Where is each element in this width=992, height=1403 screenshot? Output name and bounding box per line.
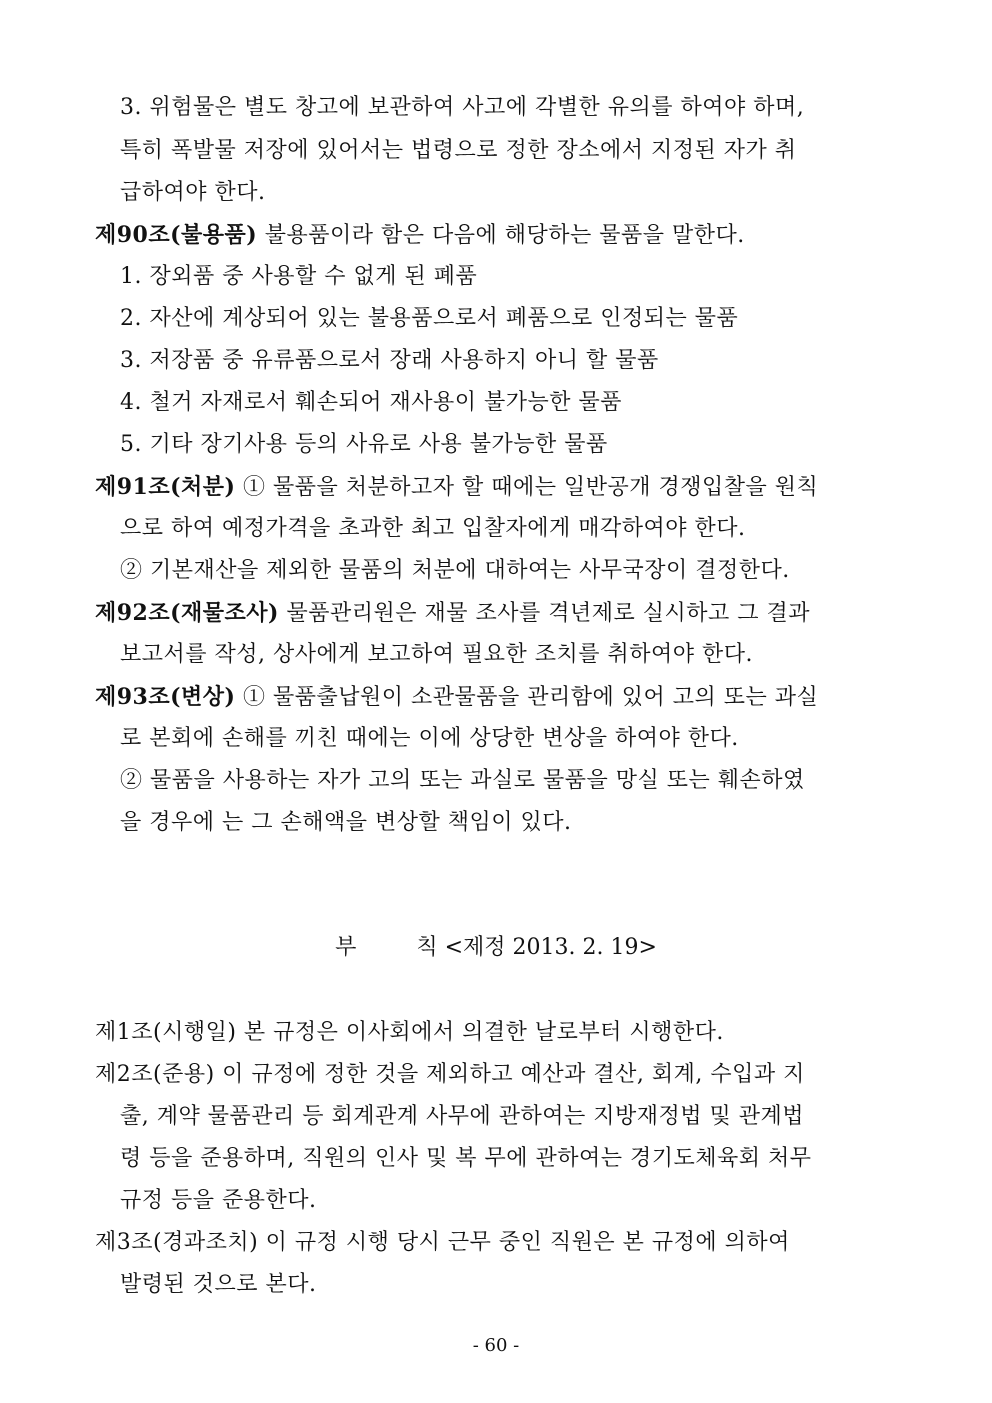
art90-item-3: 3. 저장품 중 유류품으로서 장래 사용하지 아니 할 물품 xyxy=(120,348,659,373)
art91-line3: ② 기본재산을 제외한 물품의 처분에 대하여는 사무국장이 결정한다. xyxy=(120,558,790,583)
art91-line2: 으로 하여 예정가격을 초과한 최고 입찰자에게 매각하여야 한다. xyxy=(120,516,746,541)
art92-heading: 제92조(재물조사) xyxy=(95,600,279,626)
supplementary-chik: 칙 xyxy=(416,935,438,960)
supp-art2-line1: 제2조(준용) 이 규정에 정한 것을 제외하고 예산과 결산, 회계, 수입과 지 xyxy=(95,1062,805,1087)
art93-text1: ① 물품출납원이 소관물품을 관리함에 있어 고의 또는 과실 xyxy=(235,685,819,710)
supp-art3-line2: 발령된 것으로 본다. xyxy=(120,1272,317,1297)
art92-text1: 물품관리원은 재물 조사를 격년제로 실시하고 그 결과 xyxy=(278,601,810,626)
art89-item3-line3: 급하여야 한다. xyxy=(120,180,266,205)
art89-item3-line1: 3. 위험물은 별도 창고에 보관하여 사고에 각별한 유의를 하여야 하며, xyxy=(120,95,805,120)
supp-art3-line1: 제3조(경과조치) 이 규정 시행 당시 근무 중인 직원은 본 규정에 의하여 xyxy=(95,1230,790,1255)
art93-line1 xyxy=(95,682,818,713)
art93-heading: 제93조(변상) xyxy=(95,684,236,710)
supplementary-date: <제정 2013. 2. 19> xyxy=(444,935,657,960)
art91-text1: ① 물품을 처분하고자 할 때에는 일반공개 경쟁입찰을 원칙 xyxy=(235,475,819,500)
art91-line1 xyxy=(95,472,818,503)
art91-heading: 제91조(처분) xyxy=(95,474,236,500)
art90-item-2: 2. 자산에 계상되어 있는 불용품으로서 폐품으로 인정되는 물품 xyxy=(120,306,739,331)
supp-art2-line4: 규정 등을 준용한다. xyxy=(120,1188,317,1213)
page-number: - 60 - xyxy=(472,1335,520,1356)
art93-line3: ② 물품을 사용하는 자가 고의 또는 과실로 물품을 망실 또는 훼손하였 xyxy=(120,768,805,793)
art92-line2: 보고서를 작성, 상사에게 보고하여 필요한 조치를 취하여야 한다. xyxy=(120,642,753,667)
art90-heading: 제90조(불용품) xyxy=(95,222,258,248)
art90-line xyxy=(95,220,745,251)
art92-line1 xyxy=(95,598,810,629)
supplementary-heading xyxy=(0,933,992,963)
art90-text: 불용품이라 함은 다음에 해당하는 물품을 말한다. xyxy=(257,223,745,248)
supp-art2-line3: 령 등을 준용하며, 직원의 인사 및 복 무에 관하여는 경기도체육회 처무 xyxy=(120,1146,812,1171)
art93-line4: 을 경우에 는 그 손해액을 변상할 책임이 있다. xyxy=(120,810,572,835)
supp-art1: 제1조(시행일) 본 규정은 이사회에서 의결한 날로부터 시행한다. xyxy=(95,1020,724,1045)
supp-art2-line2: 출, 계약 물품관리 등 회계관계 사무에 관하여는 지방재정법 및 관계법 xyxy=(120,1104,804,1129)
art93-line2: 로 본회에 손해를 끼친 때에는 이에 상당한 변상을 하여야 한다. xyxy=(120,726,739,751)
supplementary-bu: 부 xyxy=(335,935,357,960)
art90-item-1: 1. 장외품 중 사용할 수 없게 된 폐품 xyxy=(120,264,478,289)
art89-item3-line2: 특히 폭발물 저장에 있어서는 법령으로 정한 장소에서 지정된 자가 취 xyxy=(120,138,797,163)
art90-item-5: 5. 기타 장기사용 등의 사유로 사용 불가능한 물품 xyxy=(120,432,608,457)
art90-item-4: 4. 철거 자재로서 훼손되어 재사용이 불가능한 물품 xyxy=(120,390,622,415)
